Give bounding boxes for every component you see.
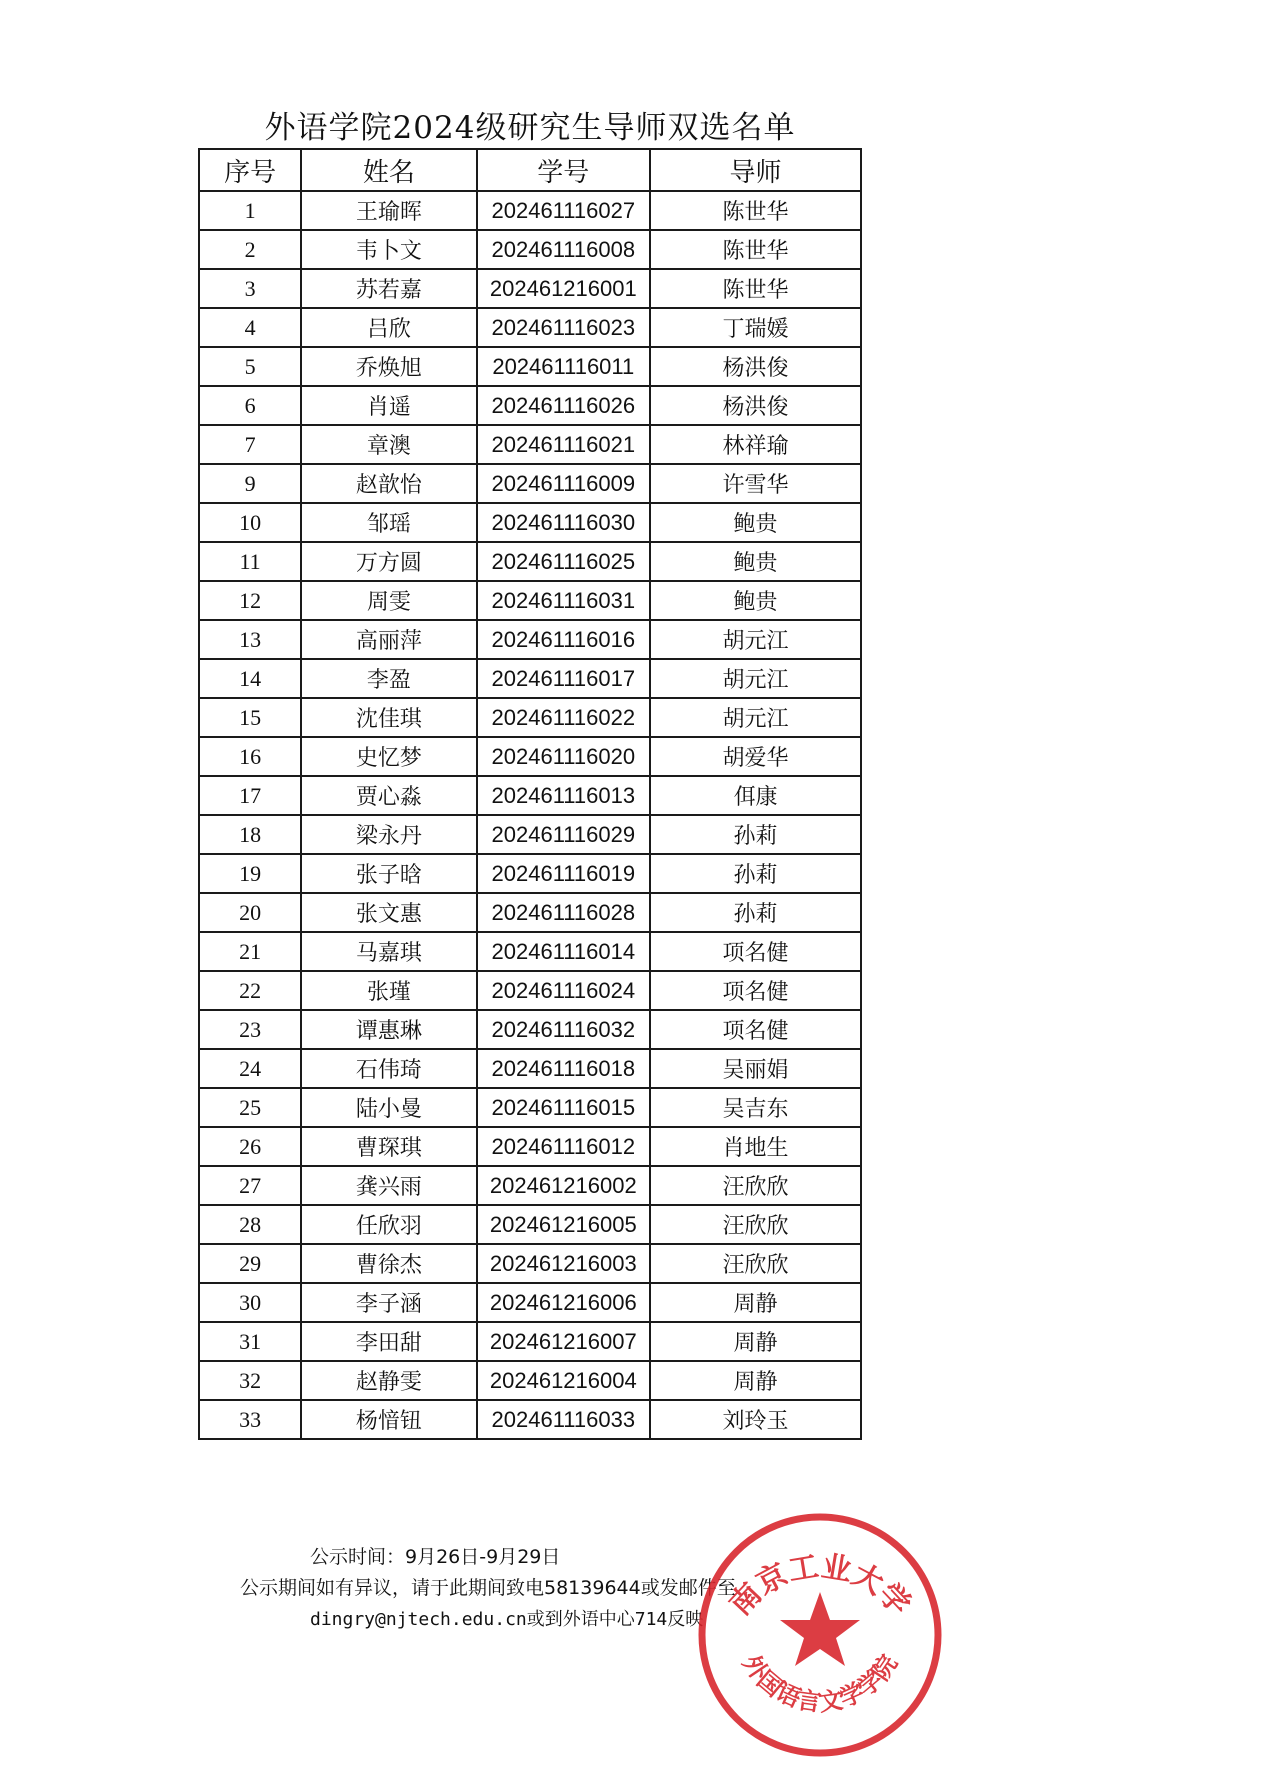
cell-name: 苏若嘉 <box>301 269 476 308</box>
cell-seq: 33 <box>199 1400 301 1439</box>
table-row <box>199 503 861 542</box>
table-row <box>199 620 861 659</box>
table-row <box>199 1010 861 1049</box>
cell-advisor: 杨洪俊 <box>650 347 861 386</box>
cell-student-id: 202461116015 <box>477 1088 650 1127</box>
cell-name: 谭惠琳 <box>301 1010 476 1049</box>
cell-advisor: 孙莉 <box>650 854 861 893</box>
table-row <box>199 1049 861 1088</box>
cell-name: 马嘉琪 <box>301 932 476 971</box>
table-row <box>199 581 861 620</box>
cell-seq: 7 <box>199 425 301 464</box>
header-name: 姓名 <box>301 149 476 191</box>
table-row <box>199 854 861 893</box>
cell-advisor: 鲍贵 <box>650 542 861 581</box>
cell-name: 肖遥 <box>301 386 476 425</box>
cell-seq: 5 <box>199 347 301 386</box>
cell-seq: 23 <box>199 1010 301 1049</box>
cell-advisor: 孙莉 <box>650 893 861 932</box>
cell-student-id: 202461116030 <box>477 503 650 542</box>
cell-advisor: 汪欣欣 <box>650 1166 861 1205</box>
table-row <box>199 1283 861 1322</box>
table-row <box>199 425 861 464</box>
table-header-row <box>199 149 861 191</box>
cell-student-id: 202461116027 <box>477 191 650 230</box>
cell-student-id: 202461216002 <box>477 1166 650 1205</box>
cell-name: 张文惠 <box>301 893 476 932</box>
table-row <box>199 1166 861 1205</box>
cell-seq: 15 <box>199 698 301 737</box>
cell-name: 万方圆 <box>301 542 476 581</box>
cell-name: 王瑜晖 <box>301 191 476 230</box>
cell-student-id: 202461116022 <box>477 698 650 737</box>
table-row <box>199 659 861 698</box>
cell-seq: 11 <box>199 542 301 581</box>
cell-name: 史忆梦 <box>301 737 476 776</box>
table-row <box>199 1127 861 1166</box>
cell-student-id: 202461116012 <box>477 1127 650 1166</box>
cell-seq: 18 <box>199 815 301 854</box>
cell-seq: 1 <box>199 191 301 230</box>
cell-name: 沈佳琪 <box>301 698 476 737</box>
cell-student-id: 202461116008 <box>477 230 650 269</box>
cell-name: 邹瑶 <box>301 503 476 542</box>
cell-name: 韦卜文 <box>301 230 476 269</box>
table-row <box>199 815 861 854</box>
notice-objection: 公示期间如有异议，请于此期间致电58139644或发邮件至 <box>240 1577 736 1599</box>
cell-student-id: 202461216005 <box>477 1205 650 1244</box>
cell-student-id: 202461116016 <box>477 620 650 659</box>
cell-advisor: 鲍贵 <box>650 503 861 542</box>
cell-name: 吕欣 <box>301 308 476 347</box>
cell-name: 陆小曼 <box>301 1088 476 1127</box>
table-row <box>199 698 861 737</box>
seal-bottom-text: 外国语言文学学院 <box>736 1649 904 1717</box>
cell-seq: 17 <box>199 776 301 815</box>
table-row <box>199 269 861 308</box>
notice-period: 公示时间：9月26日-9月29日 <box>310 1546 561 1568</box>
cell-name: 高丽萍 <box>301 620 476 659</box>
table-row <box>199 308 861 347</box>
official-seal <box>690 1500 950 1760</box>
cell-seq: 20 <box>199 893 301 932</box>
cell-advisor: 许雪华 <box>650 464 861 503</box>
table-row <box>199 386 861 425</box>
cell-name: 周雯 <box>301 581 476 620</box>
cell-student-id: 202461116024 <box>477 971 650 1010</box>
document-title: 外语学院2024级研究生导师双选名单 <box>264 110 796 146</box>
cell-seq: 28 <box>199 1205 301 1244</box>
cell-advisor: 胡元江 <box>650 620 861 659</box>
cell-name: 曹琛琪 <box>301 1127 476 1166</box>
table-row <box>199 230 861 269</box>
table-row <box>199 191 861 230</box>
cell-advisor: 林祥瑜 <box>650 425 861 464</box>
cell-student-id: 202461216001 <box>477 269 650 308</box>
cell-student-id: 202461116018 <box>477 1049 650 1088</box>
cell-student-id: 202461216007 <box>477 1322 650 1361</box>
cell-name: 杨愔钮 <box>301 1400 476 1439</box>
cell-seq: 32 <box>199 1361 301 1400</box>
cell-advisor: 项名健 <box>650 1010 861 1049</box>
cell-advisor: 陈世华 <box>650 191 861 230</box>
table-row <box>199 347 861 386</box>
cell-name: 张瑾 <box>301 971 476 1010</box>
cell-advisor: 刘玲玉 <box>650 1400 861 1439</box>
cell-seq: 6 <box>199 386 301 425</box>
cell-student-id: 202461116011 <box>477 347 650 386</box>
cell-seq: 2 <box>199 230 301 269</box>
cell-advisor: 吴丽娟 <box>650 1049 861 1088</box>
cell-seq: 13 <box>199 620 301 659</box>
cell-seq: 14 <box>199 659 301 698</box>
cell-name: 石伟琦 <box>301 1049 476 1088</box>
cell-seq: 16 <box>199 737 301 776</box>
cell-seq: 3 <box>199 269 301 308</box>
cell-name: 乔焕旭 <box>301 347 476 386</box>
cell-advisor: 汪欣欣 <box>650 1205 861 1244</box>
cell-advisor: 项名健 <box>650 971 861 1010</box>
table-row <box>199 893 861 932</box>
cell-student-id: 202461116009 <box>477 464 650 503</box>
cell-advisor: 胡元江 <box>650 659 861 698</box>
svg-text:外国语言文学学院 <box>737 1650 903 1717</box>
notice-contact: dingry@njtech.edu.cn或到外语中心714反映 <box>310 1609 704 1630</box>
cell-seq: 25 <box>199 1088 301 1127</box>
cell-advisor: 吴吉东 <box>650 1088 861 1127</box>
header-advisor: 导师 <box>650 149 861 191</box>
cell-name: 龚兴雨 <box>301 1166 476 1205</box>
cell-advisor: 胡爱华 <box>650 737 861 776</box>
cell-name: 任欣羽 <box>301 1205 476 1244</box>
cell-seq: 31 <box>199 1322 301 1361</box>
cell-student-id: 202461116029 <box>477 815 650 854</box>
cell-name: 章澳 <box>301 425 476 464</box>
seal-star-icon <box>780 1592 860 1666</box>
cell-student-id: 202461116026 <box>477 386 650 425</box>
cell-advisor: 汪欣欣 <box>650 1244 861 1283</box>
cell-name: 李田甜 <box>301 1322 476 1361</box>
cell-student-id: 202461116028 <box>477 893 650 932</box>
table-row <box>199 776 861 815</box>
cell-name: 贾心淼 <box>301 776 476 815</box>
cell-advisor: 周静 <box>650 1283 861 1322</box>
cell-advisor: 佴康 <box>650 776 861 815</box>
cell-seq: 4 <box>199 308 301 347</box>
cell-student-id: 202461116014 <box>477 932 650 971</box>
cell-seq: 30 <box>199 1283 301 1322</box>
cell-name: 张子晗 <box>301 854 476 893</box>
cell-student-id: 202461216003 <box>477 1244 650 1283</box>
advisor-selection-table <box>198 148 862 1440</box>
cell-student-id: 202461116023 <box>477 308 650 347</box>
table-row <box>199 932 861 971</box>
table-row <box>199 1088 861 1127</box>
cell-seq: 12 <box>199 581 301 620</box>
cell-advisor: 陈世华 <box>650 269 861 308</box>
cell-advisor: 丁瑞媛 <box>650 308 861 347</box>
cell-student-id: 202461116032 <box>477 1010 650 1049</box>
cell-advisor: 肖地生 <box>650 1127 861 1166</box>
cell-advisor: 周静 <box>650 1322 861 1361</box>
header-seq: 序号 <box>199 149 301 191</box>
cell-student-id: 202461116021 <box>477 425 650 464</box>
table-row <box>199 1361 861 1400</box>
cell-student-id: 202461116017 <box>477 659 650 698</box>
cell-seq: 27 <box>199 1166 301 1205</box>
cell-seq: 29 <box>199 1244 301 1283</box>
cell-advisor: 孙莉 <box>650 815 861 854</box>
cell-name: 梁永丹 <box>301 815 476 854</box>
cell-seq: 10 <box>199 503 301 542</box>
cell-student-id: 202461216004 <box>477 1361 650 1400</box>
cell-seq: 26 <box>199 1127 301 1166</box>
cell-advisor: 鲍贵 <box>650 581 861 620</box>
table-row <box>199 464 861 503</box>
cell-name: 曹徐杰 <box>301 1244 476 1283</box>
table-row <box>199 737 861 776</box>
table-row <box>199 1244 861 1283</box>
header-student-id: 学号 <box>477 149 650 191</box>
cell-name: 赵静雯 <box>301 1361 476 1400</box>
cell-seq: 21 <box>199 932 301 971</box>
cell-name: 赵歆怡 <box>301 464 476 503</box>
cell-student-id: 202461116031 <box>477 581 650 620</box>
cell-advisor: 周静 <box>650 1361 861 1400</box>
cell-advisor: 项名健 <box>650 932 861 971</box>
cell-student-id: 202461116025 <box>477 542 650 581</box>
table-row <box>199 971 861 1010</box>
cell-seq: 19 <box>199 854 301 893</box>
cell-student-id: 202461116013 <box>477 776 650 815</box>
cell-name: 李子涵 <box>301 1283 476 1322</box>
cell-advisor: 陈世华 <box>650 230 861 269</box>
cell-advisor: 胡元江 <box>650 698 861 737</box>
table-row <box>199 1322 861 1361</box>
cell-student-id: 202461116020 <box>477 737 650 776</box>
cell-name: 李盈 <box>301 659 476 698</box>
cell-seq: 24 <box>199 1049 301 1088</box>
table-row <box>199 542 861 581</box>
cell-seq: 9 <box>199 464 301 503</box>
seal-top-text: 南京工业大学 <box>723 1549 917 1623</box>
cell-seq: 22 <box>199 971 301 1010</box>
table-row <box>199 1400 861 1439</box>
cell-student-id: 202461116019 <box>477 854 650 893</box>
cell-student-id: 202461116033 <box>477 1400 650 1439</box>
cell-advisor: 杨洪俊 <box>650 386 861 425</box>
table-row <box>199 1205 861 1244</box>
cell-student-id: 202461216006 <box>477 1283 650 1322</box>
